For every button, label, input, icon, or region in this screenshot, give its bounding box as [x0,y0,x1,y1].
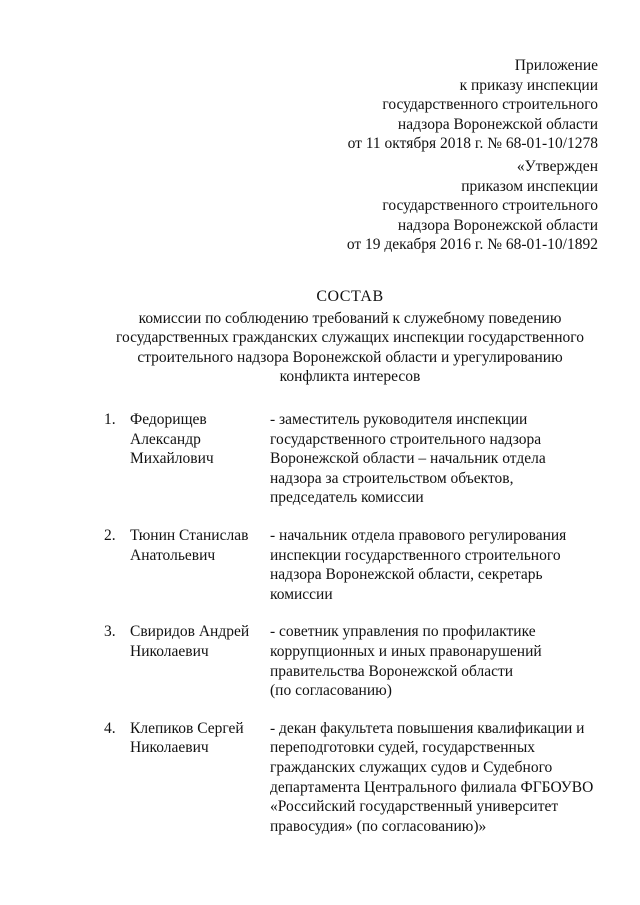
member-role-line: Воронежской области – начальник отдела [270,450,546,468]
member-role-line: инспекции государственного строительного [270,546,561,564]
approved-line: от 19 декабря 2016 г. № 68-01-10/1892 [346,236,598,253]
member-role-line: правительства Воронежской области [270,662,514,680]
member-role-line: департамента Центрального филиала ФГБОУВО [270,778,594,796]
approved-line: приказом инспекции [461,177,598,195]
member-role-line: надзора за строительством объектов, [270,469,514,487]
member-role-line: «Российский государственный университет [270,798,559,816]
title-subtitle [60,309,640,387]
annex-line: к приказу инспекции [459,76,598,94]
title-line: конфликта интересов [279,368,421,385]
member-name-line: Михайлович [130,450,214,468]
member-role-line: (по согласованию) [270,682,392,700]
member-role-line: гражданских служащих судов и Судебного [270,758,553,776]
annex-line: надзора Воронежской области [397,115,598,133]
annex-header [348,56,598,154]
approved-line: «Утвержден [516,158,598,175]
member-role [270,410,614,508]
annex-line: государственного строительного [382,96,598,113]
title-heading: СОСТАВ [316,288,384,305]
title-line: строительного надзора Воронежской области и урегулированию [137,348,563,366]
member-name-line: Свиридов Андрей [130,623,250,641]
member-role-line: комиссии [270,585,333,603]
member-name [130,526,270,604]
member-item [104,719,614,837]
member-name-line: Федорищев [130,411,207,428]
members-list [104,410,614,854]
member-role-line: правосудия» (по согласованию)» [270,817,487,835]
title-line: комиссии по соблюдению требований к служебному поведению [138,309,562,327]
member-role [270,526,614,604]
member-role-line: председатель комиссии [270,489,424,507]
title-line: государственных гражданских служащих инспекции государственного [116,329,584,346]
document-title [60,287,640,387]
member-role-line: - советник управления по профилактике [270,623,536,641]
member-role-line: - начальник отдела правового регулирования [270,526,567,544]
member-role-line: переподготовки судей, государственных [270,739,535,757]
member-name-line: Анатольевич [130,546,216,564]
member-item [104,526,614,604]
member-role-line: государственного строительного надзора [270,430,542,448]
member-role [270,622,614,700]
member-number: 3. [104,623,116,641]
member-role-line: коррупционных и иных правонарушений [270,642,542,660]
member-role-line: - декан факультета повышения квалификации и [270,719,585,737]
member-role-line: надзора Воронежской области, секретарь [270,566,543,584]
member-role-line: - заместитель руководителя инспекции [270,411,528,428]
member-name [130,410,270,508]
approved-line: надзора Воронежской области [397,216,598,234]
member-number: 1. [104,411,116,428]
member-name-line: Тюнин Станислав [130,526,249,544]
member-name [130,622,270,700]
member-name-line: Александр [130,430,201,448]
annex-line: Приложение [514,57,598,74]
member-item [104,410,614,508]
member-number: 4. [104,719,116,737]
approved-header [347,157,598,255]
approved-line: государственного строительного [382,197,598,214]
member-name-line: Николаевич [130,739,209,757]
member-name [130,719,270,837]
member-item [104,622,614,700]
annex-line: от 11 октября 2018 г. № 68-01-10/1278 [347,135,598,152]
member-name-line: Николаевич [130,642,209,660]
member-name-line: Клепиков Сергей [130,719,244,737]
member-number: 2. [104,526,116,544]
member-role [270,719,614,837]
